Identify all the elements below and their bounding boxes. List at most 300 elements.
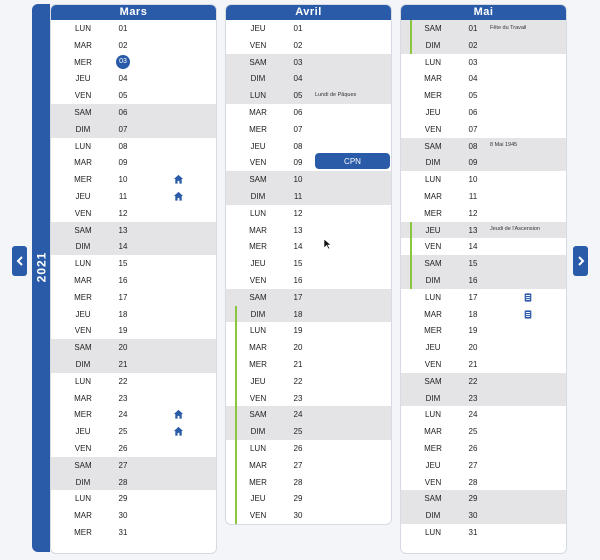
day-row[interactable]	[401, 423, 566, 440]
day-name: VEN	[424, 359, 442, 369]
day-row[interactable]	[226, 289, 391, 306]
today-day-number: 03	[116, 55, 130, 69]
period-marker	[235, 322, 237, 339]
day-number: 05	[468, 91, 478, 101]
period-marker	[410, 255, 412, 272]
day-row[interactable]	[226, 87, 391, 104]
day-row[interactable]	[51, 373, 216, 390]
day-name: LUN	[249, 91, 266, 101]
day-number: 13	[118, 225, 128, 235]
day-name: VEN	[424, 242, 442, 252]
period-marker	[410, 37, 412, 54]
day-name: DIM	[250, 427, 266, 437]
day-name: LUN	[74, 494, 91, 504]
prev-month-button[interactable]	[12, 246, 27, 276]
day-number: 20	[293, 343, 303, 353]
day-name: LUN	[424, 292, 441, 302]
day-row[interactable]	[226, 474, 391, 491]
day-name: SAM	[424, 494, 442, 504]
day-name: VEN	[74, 443, 92, 453]
day-row[interactable]	[401, 507, 566, 524]
day-number: 15	[118, 259, 128, 269]
day-row[interactable]	[226, 440, 391, 457]
day-name: DIM	[250, 74, 266, 84]
day-number: 02	[468, 40, 478, 50]
period-marker	[235, 306, 237, 323]
day-row[interactable]	[51, 171, 216, 188]
day-name: LUN	[424, 57, 441, 67]
day-name: LUN	[249, 326, 266, 336]
day-name: MER	[249, 477, 267, 487]
day-row[interactable]	[51, 440, 216, 457]
day-name: MER	[74, 175, 92, 185]
day-number: 08	[468, 141, 478, 151]
period-marker	[235, 507, 237, 524]
day-name: MAR	[249, 107, 267, 117]
day-number: 28	[118, 477, 128, 487]
day-name: LUN	[424, 175, 441, 185]
day-name: MER	[74, 527, 92, 537]
day-name: DIM	[425, 393, 441, 403]
holiday-label: 8 Mai 1945	[490, 142, 518, 149]
day-number: 18	[118, 309, 128, 319]
day-row[interactable]	[401, 70, 566, 87]
day-number: 07	[118, 124, 128, 134]
day-number: 26	[293, 443, 303, 453]
next-month-button[interactable]	[573, 246, 588, 276]
day-name: JEU	[75, 74, 91, 84]
day-name: DIM	[75, 124, 91, 134]
day-name: MAR	[74, 40, 92, 50]
day-row[interactable]	[226, 20, 391, 37]
day-number: 05	[118, 91, 128, 101]
home-icon[interactable]	[173, 191, 184, 202]
day-name: DIM	[425, 275, 441, 285]
day-number: 24	[468, 410, 478, 420]
day-number: 22	[468, 376, 478, 386]
day-number: 13	[293, 225, 303, 235]
day-name: LUN	[74, 376, 91, 386]
day-row[interactable]	[401, 205, 566, 222]
day-number: 25	[118, 427, 128, 437]
day-name: MER	[249, 359, 267, 369]
day-name: MAR	[424, 427, 442, 437]
period-marker	[235, 490, 237, 507]
day-row[interactable]	[401, 474, 566, 491]
day-number: 11	[118, 191, 128, 201]
day-row[interactable]	[226, 457, 391, 474]
day-number: 30	[118, 511, 128, 521]
day-row[interactable]	[226, 222, 391, 239]
day-name: DIM	[425, 40, 441, 50]
period-marker	[235, 373, 237, 390]
day-name: DIM	[75, 477, 91, 487]
day-row[interactable]	[401, 524, 566, 541]
day-row[interactable]	[401, 440, 566, 457]
day-row[interactable]	[51, 205, 216, 222]
day-name: LUN	[424, 527, 441, 537]
day-name: LUN	[424, 410, 441, 420]
day-name: JEU	[250, 141, 266, 151]
day-name: DIM	[250, 309, 266, 319]
day-row[interactable]	[226, 306, 391, 323]
day-row[interactable]	[401, 390, 566, 407]
day-name: SAM	[74, 460, 92, 470]
day-row[interactable]	[51, 104, 216, 121]
day-row[interactable]	[226, 70, 391, 87]
day-row[interactable]	[226, 138, 391, 155]
day-name: JEU	[75, 427, 91, 437]
day-number: 10	[293, 175, 303, 185]
day-row[interactable]	[226, 423, 391, 440]
day-row[interactable]	[51, 37, 216, 54]
day-name: DIM	[75, 242, 91, 252]
day-row[interactable]	[226, 272, 391, 289]
day-name: SAM	[424, 24, 442, 33]
day-row[interactable]	[226, 205, 391, 222]
day-number: 25	[293, 427, 303, 437]
day-row[interactable]	[226, 507, 391, 524]
day-row[interactable]	[401, 138, 566, 155]
day-row[interactable]	[401, 188, 566, 205]
day-number: 18	[468, 309, 478, 319]
day-row[interactable]	[226, 104, 391, 121]
day-row[interactable]	[401, 238, 566, 255]
month-header: Mars	[51, 5, 216, 20]
day-name: SAM	[74, 225, 92, 235]
day-number: 30	[293, 511, 303, 521]
period-marker	[410, 20, 412, 37]
day-row[interactable]	[226, 356, 391, 373]
day-row[interactable]	[51, 289, 216, 306]
day-row[interactable]	[51, 87, 216, 104]
day-row[interactable]	[401, 20, 566, 37]
day-number: 06	[468, 107, 478, 117]
day-number: 18	[293, 309, 303, 319]
day-row[interactable]	[226, 390, 391, 407]
day-row[interactable]	[51, 356, 216, 373]
day-row[interactable]	[51, 306, 216, 323]
day-name: MAR	[424, 191, 442, 201]
period-marker	[410, 272, 412, 289]
holiday-label: Jeudi de l'Ascension	[490, 226, 540, 233]
day-list	[51, 20, 216, 541]
chevron-left-icon	[16, 256, 24, 266]
day-name: MER	[74, 410, 92, 420]
day-name: SAM	[74, 343, 92, 353]
day-list	[226, 20, 391, 524]
day-row[interactable]	[226, 373, 391, 390]
day-number: 20	[468, 343, 478, 353]
day-number: 19	[468, 326, 478, 336]
period-marker	[235, 474, 237, 491]
day-row[interactable]	[51, 255, 216, 272]
day-number: 27	[293, 460, 303, 470]
day-number: 15	[293, 259, 303, 269]
day-number: 19	[293, 326, 303, 336]
day-name: JEU	[75, 191, 91, 201]
day-name: JEU	[250, 259, 266, 269]
day-row[interactable]	[401, 171, 566, 188]
day-row[interactable]	[51, 238, 216, 255]
day-number: 04	[468, 74, 478, 84]
day-name: MAR	[424, 309, 442, 319]
day-number: 30	[468, 511, 478, 521]
day-number: 14	[293, 242, 303, 252]
day-row[interactable]	[51, 490, 216, 507]
day-name: JEU	[425, 107, 441, 117]
day-number: 06	[118, 107, 128, 117]
day-number: 10	[468, 175, 478, 185]
day-row[interactable]	[51, 222, 216, 239]
holiday-label: Lundi de Pâques	[315, 91, 357, 98]
day-number: 09	[468, 158, 478, 168]
day-name: MER	[424, 208, 442, 218]
period-marker	[410, 238, 412, 255]
day-number: 09	[118, 158, 128, 168]
day-row[interactable]	[401, 54, 566, 71]
day-name: DIM	[425, 511, 441, 521]
day-row[interactable]	[51, 406, 216, 423]
day-number: 06	[293, 107, 303, 117]
day-name: SAM	[74, 107, 92, 117]
day-number: 16	[468, 275, 478, 285]
day-name: SAM	[249, 175, 267, 185]
day-name: MAR	[74, 158, 92, 168]
day-row[interactable]	[401, 490, 566, 507]
day-name: SAM	[424, 259, 442, 269]
day-row[interactable]	[401, 322, 566, 339]
day-row[interactable]	[226, 171, 391, 188]
day-name: DIM	[250, 191, 266, 201]
day-row[interactable]	[51, 188, 216, 205]
day-row[interactable]	[226, 121, 391, 138]
day-name: MER	[424, 443, 442, 453]
day-number: 03	[293, 57, 303, 67]
day-row[interactable]	[51, 423, 216, 440]
day-number: 01	[468, 24, 478, 33]
day-row[interactable]	[226, 406, 391, 423]
day-row[interactable]	[226, 255, 391, 272]
day-name: VEN	[424, 477, 442, 487]
period-marker	[235, 339, 237, 356]
day-number: 11	[293, 191, 303, 201]
day-number: 17	[293, 292, 303, 302]
day-number: 28	[468, 477, 478, 487]
day-name: MAR	[74, 511, 92, 521]
day-number: 28	[293, 477, 303, 487]
day-row[interactable]	[226, 188, 391, 205]
day-number: 29	[293, 494, 303, 504]
book-icon[interactable]	[523, 309, 534, 320]
period-marker	[410, 222, 412, 239]
period-marker	[235, 423, 237, 440]
day-row[interactable]	[51, 322, 216, 339]
day-row[interactable]	[401, 255, 566, 272]
day-row[interactable]	[401, 222, 566, 239]
day-name: SAM	[249, 57, 267, 67]
day-row[interactable]	[51, 70, 216, 87]
day-name: VEN	[74, 208, 92, 218]
day-row[interactable]	[51, 154, 216, 171]
day-name: SAM	[424, 141, 442, 151]
day-name: DIM	[425, 158, 441, 168]
period-marker	[235, 457, 237, 474]
cpn-button[interactable]: CPN	[315, 153, 390, 169]
day-name: MER	[74, 292, 92, 302]
day-row[interactable]	[401, 289, 566, 306]
day-number: 29	[118, 494, 128, 504]
day-number: 27	[118, 460, 128, 470]
day-row[interactable]	[401, 121, 566, 138]
holiday-label: Fête du Travail	[490, 24, 527, 31]
day-name: LUN	[249, 443, 266, 453]
month-header: Mai	[401, 5, 566, 20]
day-number: 31	[118, 527, 128, 537]
day-name: MER	[74, 57, 92, 67]
day-number: 25	[468, 427, 478, 437]
day-row[interactable]	[401, 272, 566, 289]
day-name: SAM	[249, 292, 267, 302]
day-number: 17	[468, 292, 478, 302]
day-number: 01	[118, 24, 128, 33]
day-row[interactable]	[51, 457, 216, 474]
day-row[interactable]	[401, 339, 566, 356]
day-name: DIM	[75, 359, 91, 369]
day-row[interactable]	[51, 339, 216, 356]
year-label	[32, 252, 50, 282]
day-row[interactable]	[51, 272, 216, 289]
day-name: JEU	[425, 225, 441, 235]
day-number: 26	[118, 443, 128, 453]
day-number: 02	[293, 40, 303, 50]
day-name: LUN	[74, 24, 91, 33]
day-number: 13	[468, 225, 478, 235]
day-number: 23	[293, 393, 303, 403]
day-number: 24	[118, 410, 128, 420]
day-number: 21	[293, 359, 303, 369]
day-number: 14	[468, 242, 478, 252]
day-row[interactable]	[401, 373, 566, 390]
day-number: 12	[118, 208, 128, 218]
day-number: 15	[468, 259, 478, 269]
period-marker	[235, 440, 237, 457]
day-number: 09	[293, 158, 303, 168]
day-number: 05	[293, 91, 303, 101]
day-number: 03	[468, 57, 478, 67]
day-row[interactable]	[226, 238, 391, 255]
day-number: 16	[293, 275, 303, 285]
day-row[interactable]	[401, 154, 566, 171]
book-icon[interactable]	[523, 292, 534, 303]
day-row[interactable]	[51, 390, 216, 407]
home-icon[interactable]	[173, 409, 184, 420]
day-name: JEU	[250, 494, 266, 504]
day-row[interactable]	[401, 37, 566, 54]
day-number: 10	[118, 175, 128, 185]
day-name: VEN	[74, 91, 92, 101]
day-row[interactable]	[226, 37, 391, 54]
day-number: 07	[293, 124, 303, 134]
day-name: LUN	[249, 208, 266, 218]
day-number: 29	[468, 494, 478, 504]
day-number: 24	[293, 410, 303, 420]
day-number: 14	[118, 242, 128, 252]
day-row[interactable]	[401, 457, 566, 474]
home-icon[interactable]	[173, 174, 184, 185]
day-name: JEU	[75, 309, 91, 319]
day-row[interactable]	[226, 490, 391, 507]
month-column-avril	[225, 4, 392, 525]
day-number: 08	[118, 141, 128, 151]
day-number: 23	[468, 393, 478, 403]
day-number: 23	[118, 393, 128, 403]
day-name: MER	[249, 242, 267, 252]
day-number: 08	[293, 141, 303, 151]
day-name: MAR	[74, 275, 92, 285]
day-row[interactable]	[226, 322, 391, 339]
month-column-mars	[50, 4, 217, 554]
day-number: 04	[118, 74, 128, 84]
day-row[interactable]	[51, 138, 216, 155]
day-name: VEN	[249, 158, 267, 168]
day-row[interactable]	[226, 54, 391, 71]
day-number: 27	[468, 460, 478, 470]
day-row[interactable]	[51, 121, 216, 138]
day-number: 04	[293, 74, 303, 84]
day-name: VEN	[249, 40, 267, 50]
day-number: 01	[293, 24, 303, 33]
day-row[interactable]	[51, 507, 216, 524]
period-marker	[235, 356, 237, 373]
day-name: VEN	[249, 275, 267, 285]
day-name: VEN	[249, 511, 267, 521]
day-name: JEU	[250, 376, 266, 386]
day-row[interactable]	[51, 474, 216, 491]
day-number: 21	[468, 359, 478, 369]
day-number: 17	[118, 292, 128, 302]
day-row[interactable]	[51, 20, 216, 37]
day-row[interactable]	[401, 356, 566, 373]
day-name: MER	[249, 124, 267, 134]
day-name: MAR	[424, 74, 442, 84]
period-marker	[235, 406, 237, 423]
day-row[interactable]	[51, 524, 216, 541]
day-name: MER	[424, 91, 442, 101]
day-name: MAR	[74, 393, 92, 403]
mouse-cursor-icon	[323, 238, 332, 250]
day-row[interactable]	[401, 306, 566, 323]
day-name: JEU	[250, 24, 266, 33]
day-number: 26	[468, 443, 478, 453]
day-row[interactable]	[401, 406, 566, 423]
day-row[interactable]	[401, 104, 566, 121]
day-row[interactable]	[401, 87, 566, 104]
day-row[interactable]	[51, 54, 216, 71]
home-icon[interactable]	[173, 426, 184, 437]
day-list	[401, 20, 566, 541]
day-number: 16	[118, 275, 128, 285]
day-number: 02	[118, 40, 128, 50]
day-name: MAR	[249, 460, 267, 470]
day-number: 19	[118, 326, 128, 336]
day-name: VEN	[74, 326, 92, 336]
day-name: LUN	[74, 141, 91, 151]
day-row[interactable]	[226, 339, 391, 356]
day-name: SAM	[249, 410, 267, 420]
day-number: 07	[468, 124, 478, 134]
day-number: 12	[468, 208, 478, 218]
